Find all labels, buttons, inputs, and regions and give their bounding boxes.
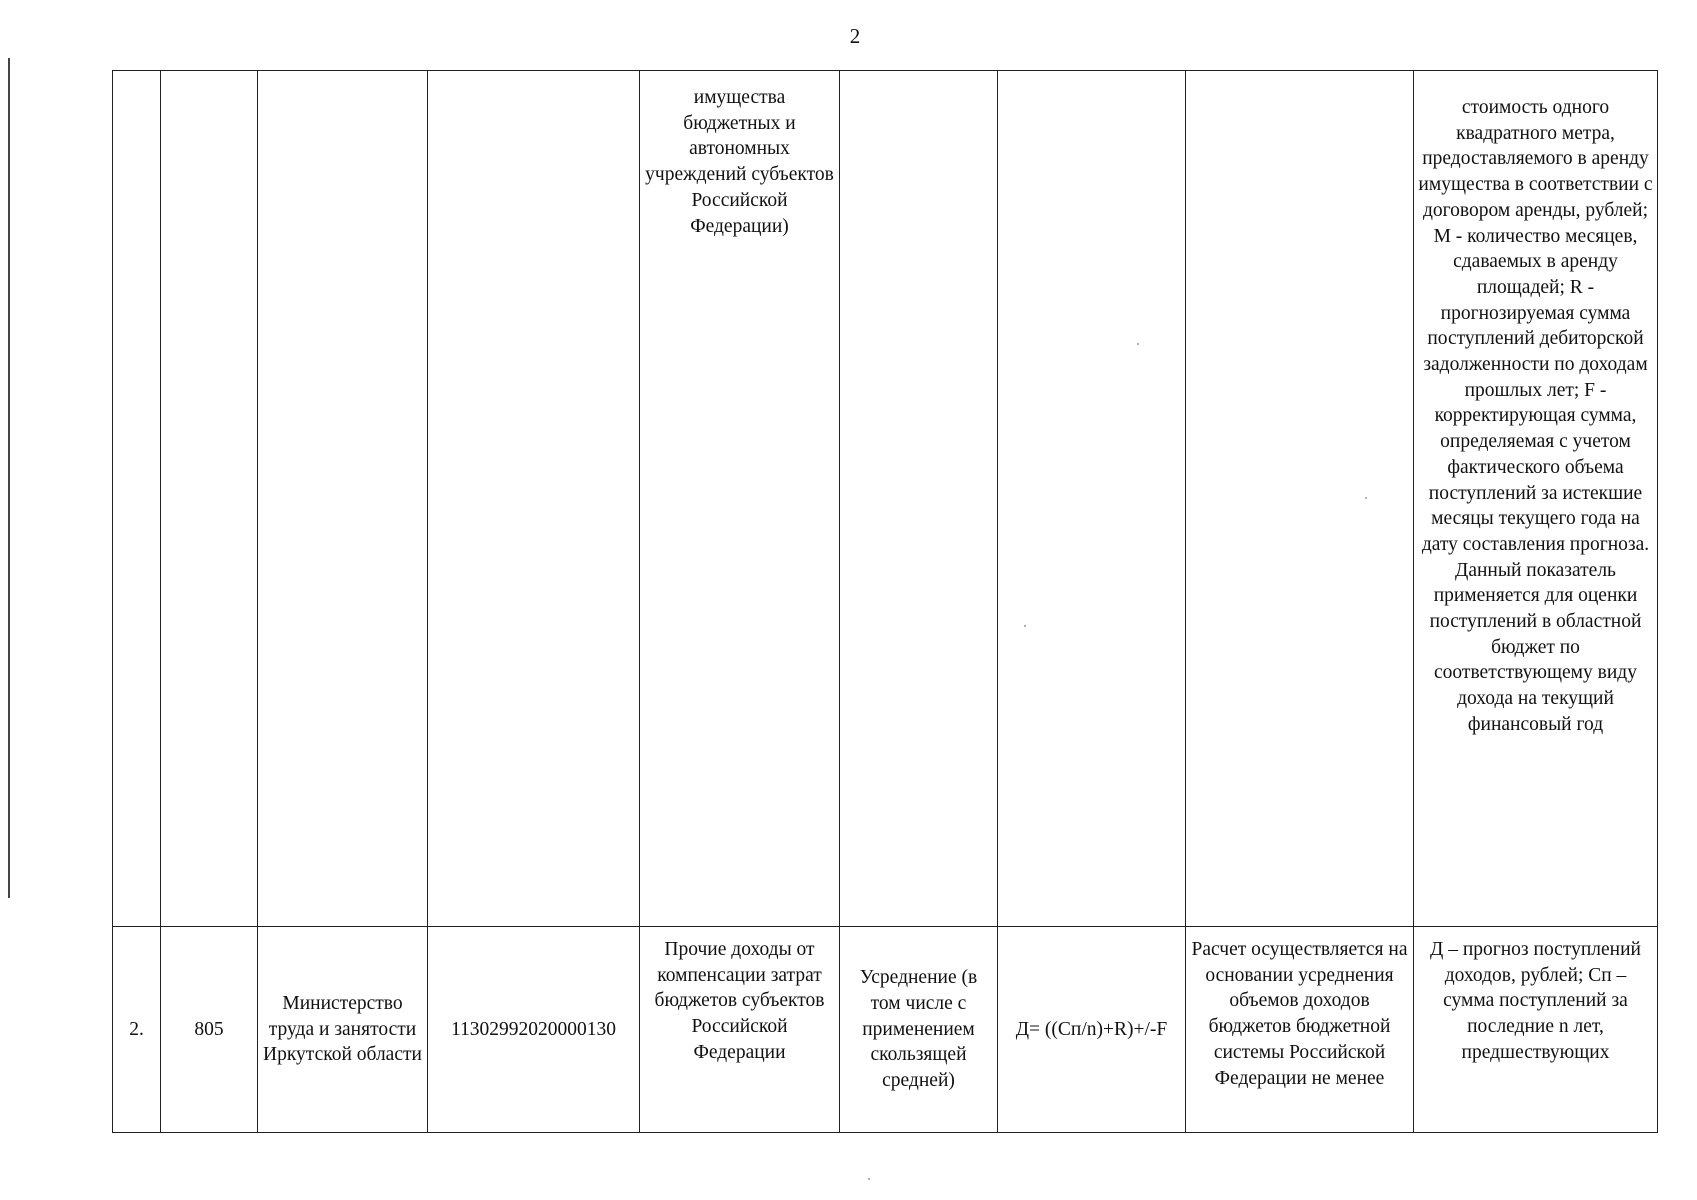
cell-income-name: Прочие доходы от компенсации затрат бюджетов субъектов Российской Федерации [640, 927, 840, 1133]
scan-speck [1137, 343, 1139, 345]
cell-algorithm-empty [1186, 71, 1414, 927]
scan-speck [868, 1178, 870, 1180]
cell-kbk-empty [428, 71, 640, 927]
cell-kbk: 11302992020000130 [428, 927, 640, 1133]
left-margin-line [8, 58, 10, 898]
page-number: 2 [849, 24, 861, 48]
cell-admin-name-empty [258, 71, 428, 927]
cell-method: Усреднение (в том числе с применением скользящей средней) [840, 927, 998, 1133]
scan-speck [1024, 625, 1026, 627]
cell-formula-empty [998, 71, 1186, 927]
cell-admin-code-empty [161, 71, 258, 927]
cell-row-number: 2. [113, 927, 161, 1133]
cell-method-empty [840, 71, 998, 927]
cell-formula: Д= ((Сп/n)+R)+/-F [998, 927, 1186, 1133]
cell-admin-code: 805 [161, 927, 258, 1133]
table-row-2 [113, 927, 1658, 1133]
cell-description-continuation: стоимость одного квадратного метра, предоставляемого в аренду имущества в соответствии с договором аренды, рублей; M - количество месяцев, сдаваемых в аренду площадей; R - прогнозируемая сумма поступлений дебиторской задолженности по доходам прошлых лет; F - корректирующая сумма, определяемая с учетом фактического объема поступлений за истекшие месяцы текущего года на дату составления прогноза. Данный показатель применяется для оценки поступлений в областной бюджет по соответствующему виду дохода на текущий финансовый год [1414, 71, 1658, 927]
cell-income-name-continuation: имущества бюджетных и автономных учреждений субъектов Российской Федерации) [640, 71, 840, 927]
table-row-continuation [113, 71, 1658, 927]
cell-algorithm: Расчет осуществляется на основании усреднения объемов доходов бюджетов бюджетной системы Российской Федерации не менее [1186, 927, 1414, 1133]
revenue-forecast-table [112, 70, 1658, 1133]
cell-number-empty [113, 71, 161, 927]
cell-admin-name: Министерство труда и занятости Иркутской области [258, 927, 428, 1133]
scan-speck [1365, 497, 1367, 499]
cell-description: Д – прогноз поступлений доходов, рублей; Сп – сумма поступлений за последние n лет, предшествующих [1414, 927, 1658, 1133]
